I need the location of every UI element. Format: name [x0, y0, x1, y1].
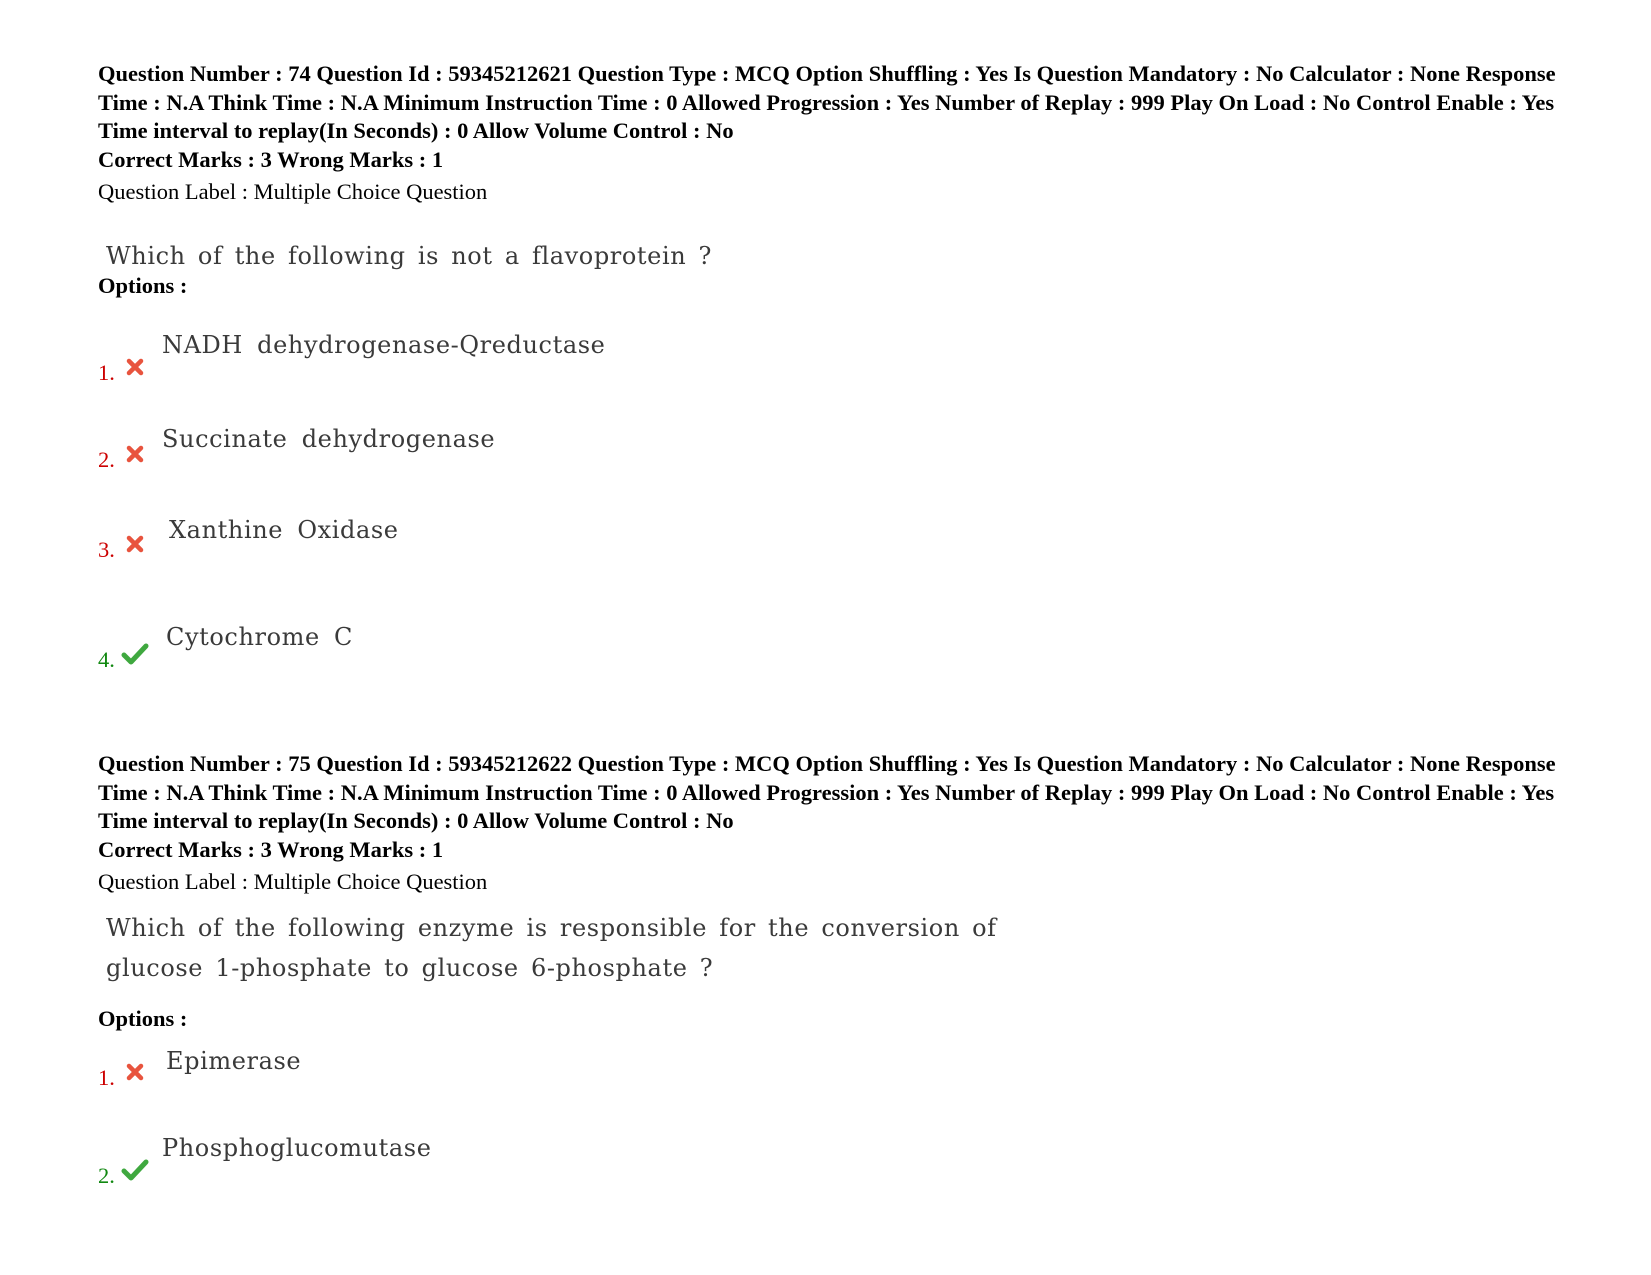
question-label: Question Label : Multiple Choice Question — [98, 869, 488, 894]
check-icon — [121, 642, 149, 666]
option-number: 1. — [98, 360, 115, 385]
options-label: Options : — [98, 1006, 188, 1031]
option-text: Xanthine Oxidase — [169, 516, 399, 544]
option-number: 3. — [98, 537, 115, 562]
question-marks: Correct Marks : 3 Wrong Marks : 1 — [98, 147, 444, 172]
cross-icon — [123, 442, 147, 466]
question-text-line: Which of the following is not a flavoprotein ? — [106, 242, 712, 270]
options-label: Options : — [98, 273, 188, 298]
option-text: NADH dehydrogenase-Qreductase — [162, 331, 606, 359]
option-number: 2. — [98, 447, 115, 472]
option-number: 2. — [98, 1163, 115, 1188]
option-text: Succinate dehydrogenase — [162, 425, 496, 453]
cross-icon — [123, 355, 147, 379]
question-meta: Question Number : 75 Question Id : 59345212622 Question Type : MCQ Option Shuffling : Yes Is Question Mandatory : No Calculator : None Response Time : N.A Think Time : N.A Minimum Instruction Time : 0 Allowed Progression : Yes Number of Replay : 999 Play On Load : No Control Enable : Yes Time interval to replay(In Seconds) : 0 Allow Volume Control : No — [98, 751, 1556, 833]
cross-icon — [123, 532, 147, 556]
option-text: Phosphoglucomutase — [162, 1134, 432, 1162]
question-marks: Correct Marks : 3 Wrong Marks : 1 — [98, 837, 444, 862]
check-icon — [121, 1158, 149, 1182]
question-text — [106, 908, 997, 988]
option-text: Cytochrome C — [166, 623, 353, 651]
option-text: Epimerase — [166, 1047, 302, 1075]
option-number: 4. — [98, 647, 115, 672]
option-number: 1. — [98, 1065, 115, 1090]
question-label: Question Label : Multiple Choice Question — [98, 179, 488, 204]
question-text — [106, 236, 712, 276]
question-text-line: Which of the following enzyme is responsible for the conversion of — [106, 914, 997, 942]
cross-icon — [123, 1060, 147, 1084]
question-text-line: glucose 1-phosphate to glucose 6-phosphate ? — [106, 954, 714, 982]
question-meta: Question Number : 74 Question Id : 59345212621 Question Type : MCQ Option Shuffling : Yes Is Question Mandatory : No Calculator : None Response Time : N.A Think Time : N.A Minimum Instruction Time : 0 Allowed Progression : Yes Number of Replay : 999 Play On Load : No Control Enable : Yes Time interval to replay(In Seconds) : 0 Allow Volume Control : No — [98, 61, 1556, 143]
